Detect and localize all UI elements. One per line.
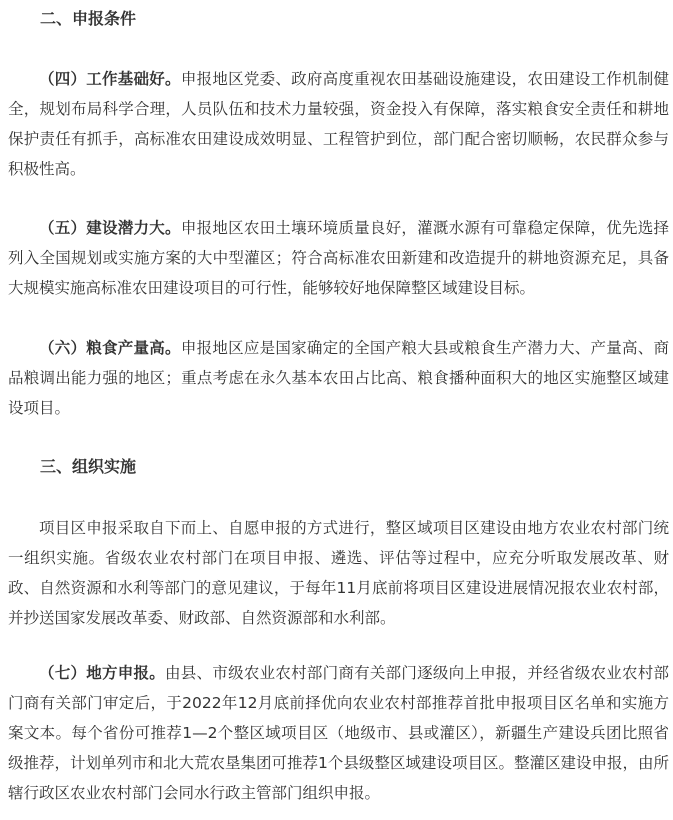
item-lead: （六）粮食产量高。 (39, 339, 181, 357)
item-body: 申报地区应是国家确定的全国产粮大县或粮食生产潜力大、产量高、商品粮调出能力强的地区；重点考虑在永久基本农田占比高、粮食播种面积大的地区实施整区域建设项目。 (8, 339, 669, 417)
item-lead: （四）工作基础好。 (39, 70, 181, 88)
item-body: 申报地区农田土壤环境质量良好，灌溉水源有可靠稳定保障，优先选择列入全国规划或实施方案的大中型灌区；符合高标准农田新建和改造提升的耕地资源充足，具备大规模实施高标准农田建设项目的可行性，能够较好地保障整区域建设目标。 (8, 219, 669, 297)
section-heading-implementation: 三、组织实施 (40, 457, 137, 476)
paragraph-grain-output (8, 333, 669, 423)
section-heading-conditions: 二、申报条件 (40, 9, 137, 28)
item-lead: （五）建设潜力大。 (39, 219, 181, 237)
item-body: 申报地区党委、政府高度重视农田基础设施建设，农田建设工作机制健全，规划布局科学合理，人员队伍和技术力量较强，资金投入有保障，落实粮食安全责任和耕地保护责任有抓手，高标准农田建设成效明显、工程管护到位，部门配合密切顺畅，农民群众参与积极性高。 (8, 70, 669, 178)
paragraph-work-foundation (8, 64, 669, 184)
item-lead: （七）地方申报。 (39, 664, 166, 682)
paragraph-implementation-intro: 项目区申报采取自下而上、自愿申报的方式进行，整区域项目区建设由地方农业农村部门统一组织实施。省级农业农村部门在项目申报、遴选、评估等过程中，应充分听取发展改革、财政、自然资源和水利等部门的意见建议，于每年11月底前将项目区建设进展情况报农业农村部，并抄送国家发展改革委、财政部、自然资源部和水利部。 (8, 519, 669, 627)
paragraph-local-application (8, 658, 669, 808)
paragraph-construction-potential (8, 213, 669, 303)
item-body: 由县、市级农业农村部门商有关部门逐级向上申报，并经省级农业农村部门商有关部门审定后，于2022年12月底前择优向农业农村部推荐首批申报项目区名单和实施方案文本。每个省份可推荐1—2个整区域项目区（地级市、县或灌区），新疆生产建设兵团比照省级推荐，计划单列市和北大荒农垦集团可推荐1个县级整区域建设项目区。整灌区建设申报，由所辖行政区农业农村部门会同水行政主管部门组织申报。 (8, 664, 669, 802)
